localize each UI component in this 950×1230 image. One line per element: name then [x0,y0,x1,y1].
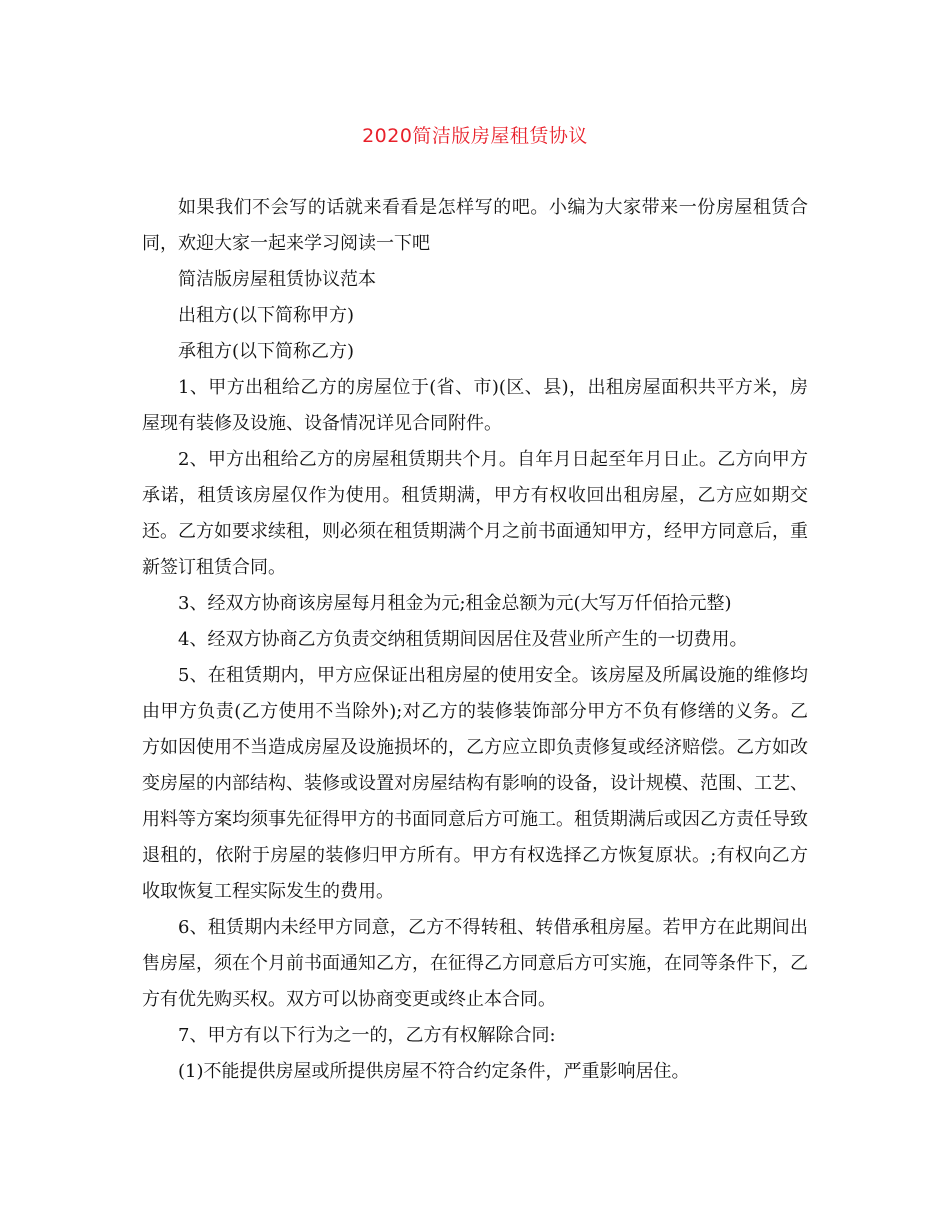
paragraph-clause-2: 2、甲方出租给乙方的房屋租赁期共个月。自年月日起至年月日止。乙方向甲方承诺，租赁该房屋仅作为使用。租赁期满，甲方有权收回出租房屋，乙方应如期交还。乙方如要求续租，则必须在租赁期满个月之前书面通知甲方，经甲方同意后，重新签订租赁合同。 [142,449,808,578]
paragraph-clause-1: 1、甲方出租给乙方的房屋位于(省、市)(区、县)，出租房屋面积共平方米，房屋现有装修及设施、设备情况详见合同附件。 [142,377,808,434]
paragraph-clause-7: 7、甲方有以下行为之一的，乙方有权解除合同: [178,1025,556,1046]
document-title: 2020简洁版房屋租赁协议 [362,125,588,147]
document-body [142,190,808,1090]
paragraph-clause-3: 3、经双方协商该房屋每月租金为元;租金总额为元(大写万仟佰拾元整) [178,593,732,614]
paragraph-clause-6: 6、租赁期内未经甲方同意，乙方不得转租、转借承租房屋。若甲方在此期间出售房屋，须在个月前书面通知乙方，在征得乙方同意后方可实施，在同等条件下，乙方有优先购买权。双方可以协商变更或终止本合同。 [142,917,808,1010]
paragraph-template-heading: 简洁版房屋租赁协议范本 [178,269,376,290]
paragraph-lessee: 承租方(以下简称乙方) [178,341,355,362]
paragraph-intro: 如果我们不会写的话就来看看是怎样写的吧。小编为大家带来一份房屋租赁合同，欢迎大家一起来学习阅读一下吧 [142,197,808,254]
paragraph-lessor: 出租方(以下简称甲方) [178,305,355,326]
paragraph-clause-5: 5、在租赁期内，甲方应保证出租房屋的使用安全。该房屋及所属设施的维修均由甲方负责(乙方使用不当除外);对乙方的装修装饰部分甲方不负有修缮的义务。乙方如因使用不当造成房屋及设施损坏的，乙方应立即负责修复或经济赔偿。乙方如改变房屋的内部结构、装修或设置对房屋结构有影响的设备，设计规模、范围、工艺、用料等方案均须事先征得甲方的书面同意后方可施工。租赁期满后或因乙方责任导致退租的，依附于房屋的装修归甲方所有。甲方有权选择乙方恢复原状。;有权向乙方收取恢复工程实际发生的费用。 [142,665,808,902]
paragraph-clause-4: 4、经双方协商乙方负责交纳租赁期间因居住及营业所产生的一切费用。 [178,629,748,650]
paragraph-clause-7-item-1: (1)不能提供房屋或所提供房屋不符合约定条件，严重影响居住。 [178,1061,690,1082]
